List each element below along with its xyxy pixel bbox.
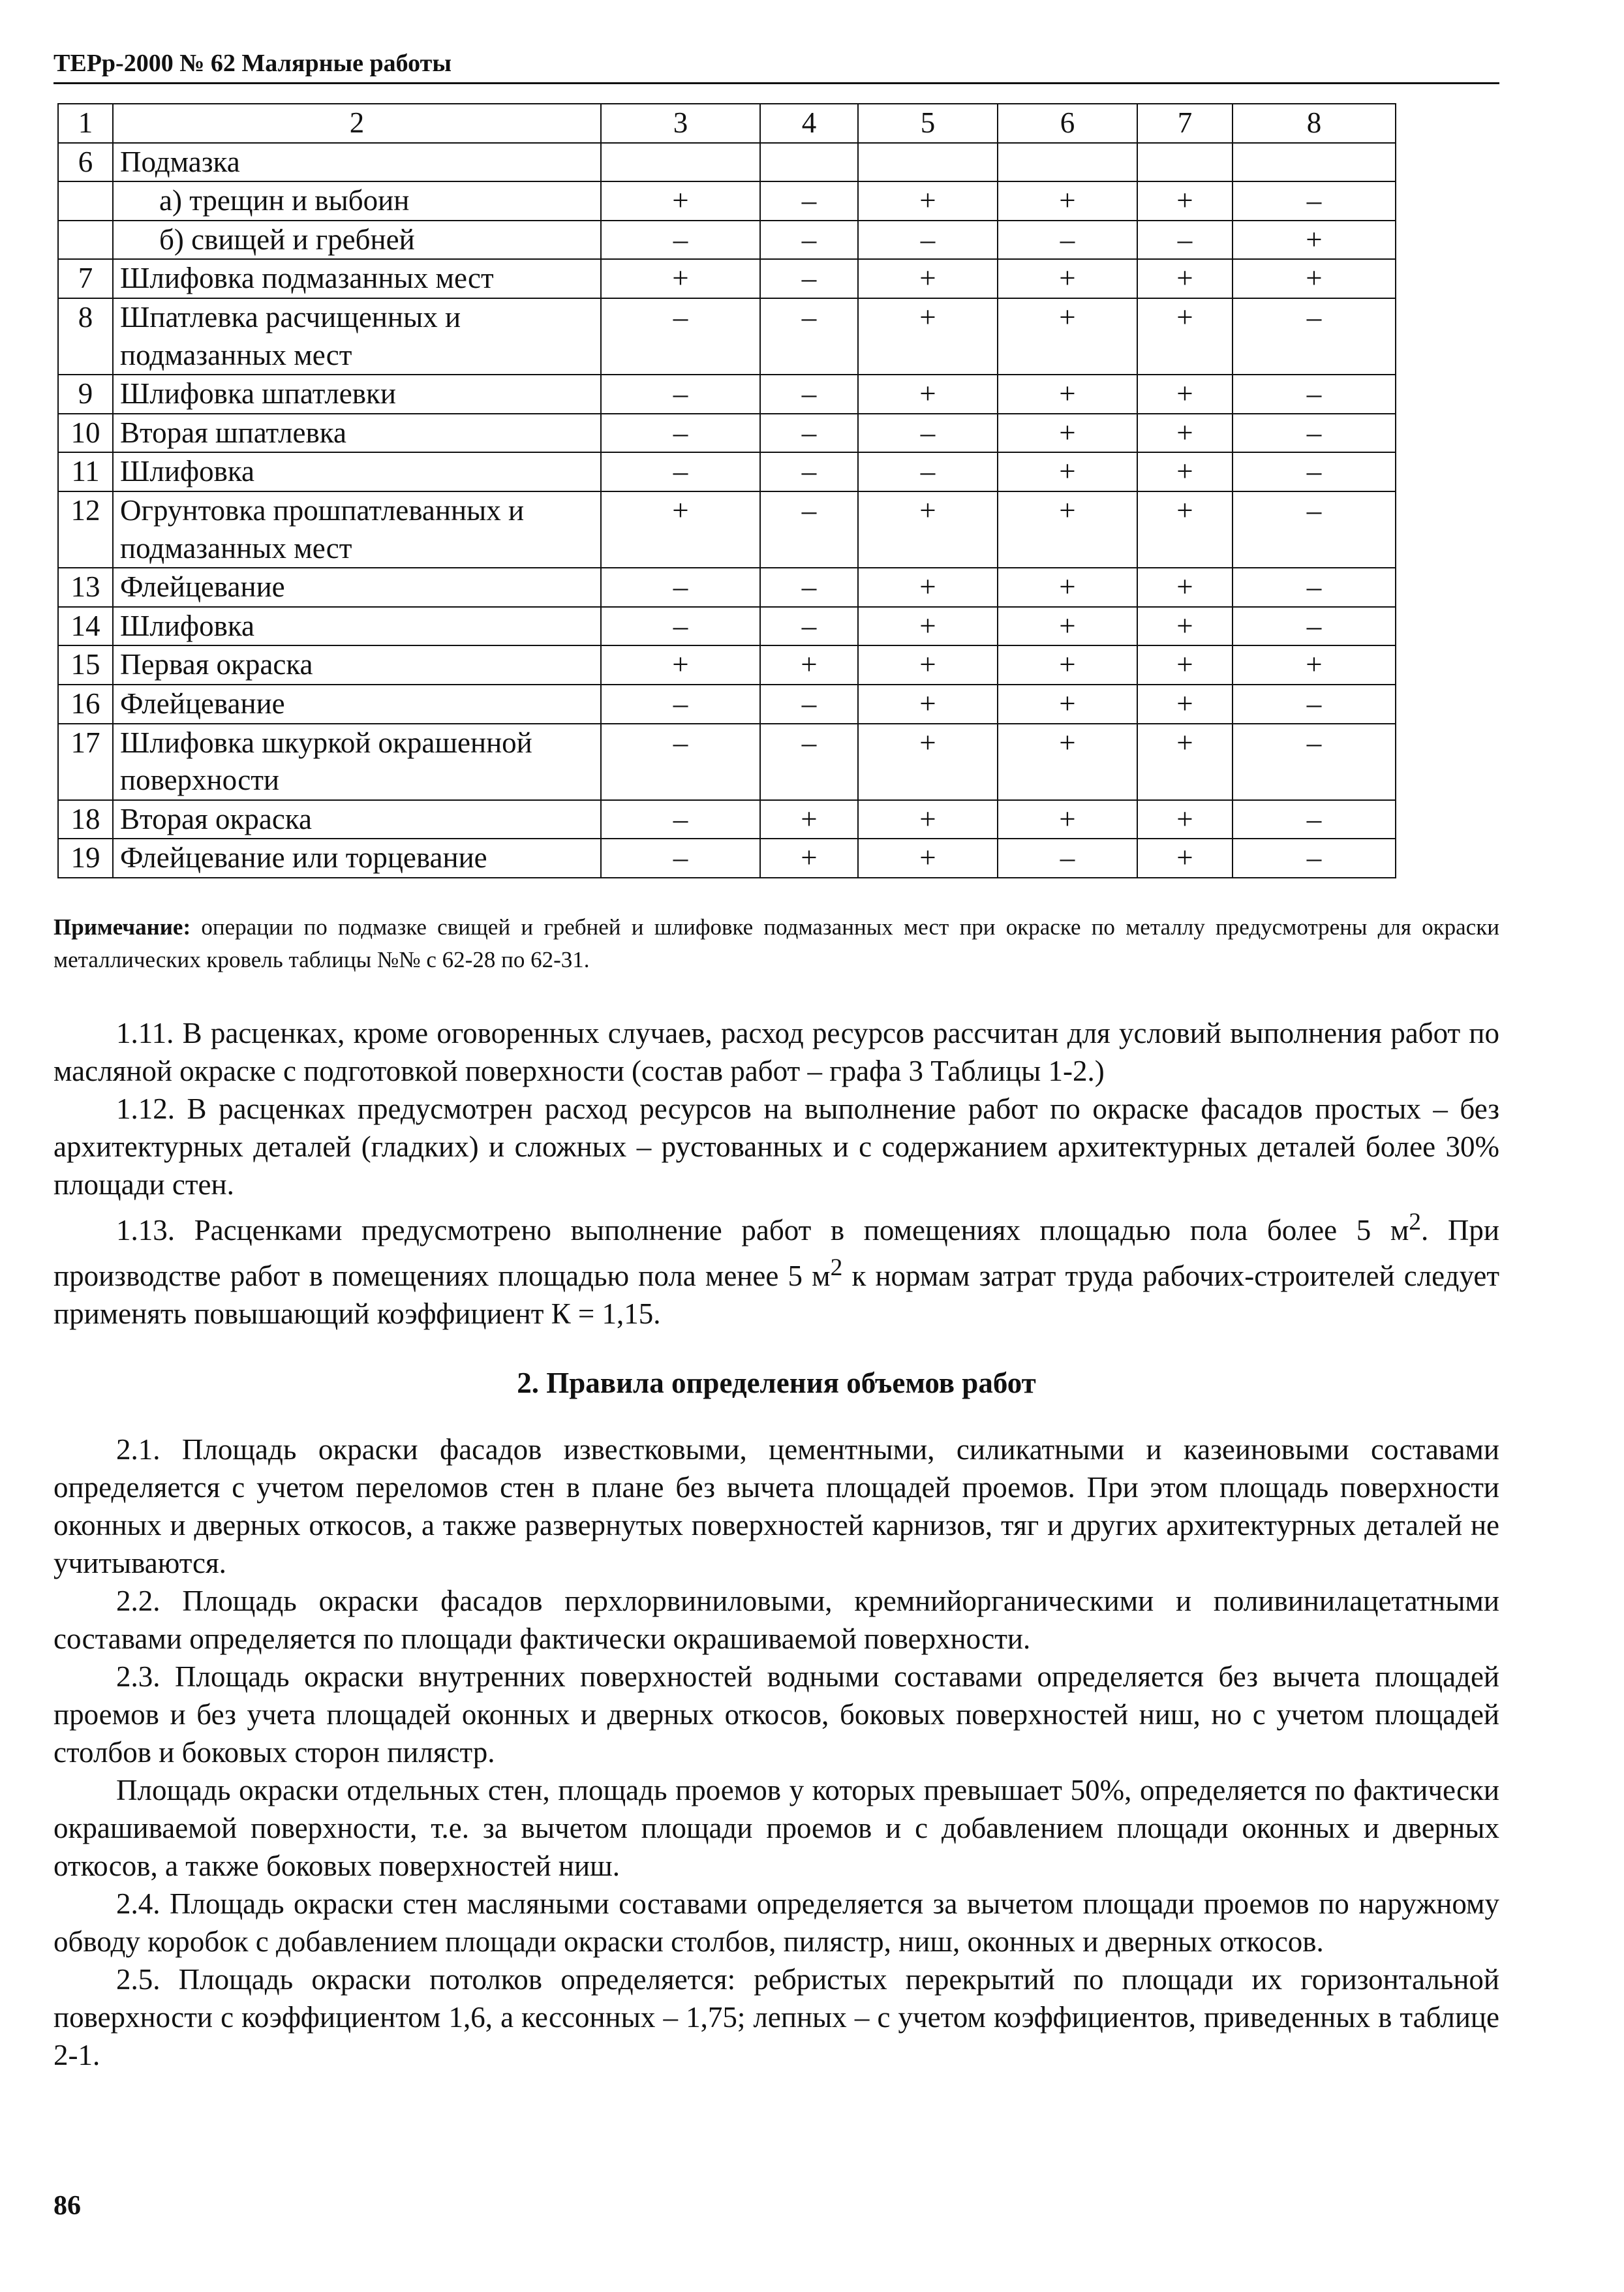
applicability-mark-cell: + (998, 724, 1137, 800)
applicability-mark-cell: + (760, 645, 858, 685)
applicability-mark-cell: + (998, 568, 1137, 607)
applicability-mark-cell: – (601, 685, 760, 724)
operation-name-cell: Вторая шпатлевка (113, 414, 601, 453)
table-row (58, 414, 1396, 453)
table-row (58, 452, 1396, 491)
applicability-mark-cell: – (601, 414, 760, 453)
applicability-mark-cell: + (998, 452, 1137, 491)
applicability-mark-cell (1137, 143, 1233, 182)
applicability-mark-cell: – (760, 452, 858, 491)
paragraphs-part1 (54, 1014, 1499, 1333)
applicability-mark-cell: – (601, 298, 760, 375)
paragraph: 2.1. Площадь окраски фасадов известковыми, цементными, силикатными и казеиновыми составами определяется с учетом переломов стен в плане без вычета площадей проемов. При этом площадь поверхности оконных и дверных откосов, а также развернутых поверхностей карнизов, тяг и других архитектурных деталей не учитываются. (54, 1433, 1499, 1579)
applicability-mark-cell: – (601, 221, 760, 260)
paragraph: 1.11. В расценках, кроме оговоренных случаев, расход ресурсов рассчитан для условий выполнения работ по масляной окраске с подготовкой поверхности (состав работ – графа 3 Таблицы 1-2.) (54, 1017, 1499, 1087)
applicability-mark-cell: + (1233, 645, 1396, 685)
operation-number-cell: 10 (58, 414, 113, 453)
applicability-mark-cell: + (858, 724, 998, 800)
operation-number-cell: 6 (58, 143, 113, 182)
applicability-mark-cell: + (1137, 375, 1233, 414)
operation-number-cell (58, 221, 113, 260)
applicability-mark-cell: – (601, 800, 760, 839)
applicability-mark-cell (858, 143, 998, 182)
note-text: операции по подмазке свищей и гребней и шлифовке подмазанных мест при окраске по металлу предусмотрены для окраски металлических кровель таблицы №№ с 62-28 по 62-31. (54, 914, 1499, 972)
applicability-mark-cell: – (760, 568, 858, 607)
table-header-row (58, 104, 1396, 143)
paragraph: 2.4. Площадь окраски стен масляными составами определяется за вычетом площади проемов по наружному обводу коробок с добавлением площади окраски столбов, пилястр, ниш, оконных и дверных откосов. (54, 1887, 1499, 1958)
applicability-mark-cell: – (601, 375, 760, 414)
paragraph: Площадь окраски отдельных стен, площадь проемов у которых превышает 50%, определяется по фактически окрашиваемой поверхности, т.е. за вычетом площади проемов и с добавлением площади оконных и дверных откосов, а также боковых поверхностей ниш. (54, 1774, 1499, 1882)
operation-name-cell: Вторая окраска (113, 800, 601, 839)
applicability-mark-cell: – (1233, 800, 1396, 839)
applicability-mark-cell: + (998, 181, 1137, 221)
applicability-mark-cell: + (998, 685, 1137, 724)
applicability-mark-cell: – (760, 685, 858, 724)
applicability-mark-cell: + (601, 491, 760, 568)
operation-name-cell: а) трещин и выбоин (113, 181, 601, 221)
operation-number-cell: 19 (58, 839, 113, 878)
applicability-mark-cell: – (760, 259, 858, 298)
operation-name-cell: Шлифовка (113, 452, 601, 491)
operation-name-cell: Флейцевание или торцевание (113, 839, 601, 878)
operation-name-cell: Шлифовка (113, 607, 601, 646)
operation-name-cell: б) свищей и гребней (113, 221, 601, 260)
applicability-mark-cell: + (858, 375, 998, 414)
column-number-cell: 6 (998, 104, 1137, 143)
applicability-mark-cell: – (760, 724, 858, 800)
table-row (58, 839, 1396, 878)
applicability-mark-cell: + (760, 839, 858, 878)
applicability-mark-cell (601, 143, 760, 182)
operation-name-cell: Шлифовка подмазанных мест (113, 259, 601, 298)
operation-number-cell: 16 (58, 685, 113, 724)
operations-table (57, 103, 1396, 878)
paragraph-1-13: 1.13. Расценками предусмотрено выполнение работ в помещениях площадью пола более 5 $м^2$. При производстве работ в помещениях площадью пола менее 5 $м^2$ к нормам затрат труда рабочих-строителей следует применять повышающий коэффициент К = 1,15. (54, 1209, 1499, 1330)
applicability-mark-cell: – (601, 839, 760, 878)
applicability-mark-cell: + (1137, 452, 1233, 491)
operation-name-cell: Первая окраска (113, 645, 601, 685)
applicability-mark-cell: – (858, 452, 998, 491)
applicability-mark-cell: – (601, 568, 760, 607)
applicability-mark-cell: + (858, 491, 998, 568)
applicability-mark-cell: + (858, 839, 998, 878)
applicability-mark-cell: – (858, 414, 998, 453)
applicability-mark-cell: + (1137, 724, 1233, 800)
column-number-cell: 8 (1233, 104, 1396, 143)
paragraph: 1.12. В расценках предусмотрен расход ресурсов на выполнение работ по окраске фасадов простых – без архитектурных деталей (гладких) и сложных – рустованных и с содержанием архитектурных деталей более 30% площади стен. (54, 1092, 1499, 1201)
table-row (58, 685, 1396, 724)
page-header-title: ТЕРр-2000 № 62 Малярные работы (54, 50, 452, 77)
table-row (58, 645, 1396, 685)
paragraph: 2.2. Площадь окраски фасадов перхлорвиниловыми, кремнийорганическими и поливинилацетатными составами определяется по площади фактически окрашиваемой поверхности. (54, 1585, 1499, 1655)
operation-number-cell: 9 (58, 375, 113, 414)
applicability-mark-cell: – (601, 607, 760, 646)
applicability-mark-cell: + (998, 414, 1137, 453)
applicability-mark-cell: – (1233, 724, 1396, 800)
paragraph: 2.3. Площадь окраски внутренних поверхностей водными составами определяется без вычета площадей проемов и без учета площадей оконных и дверных откосов, боковых поверхностей ниш, но с учетом площадей столбов и боковых сторон пилястр. (54, 1660, 1499, 1769)
applicability-mark-cell: – (760, 298, 858, 375)
applicability-mark-cell: + (1137, 685, 1233, 724)
applicability-mark-cell: + (1137, 568, 1233, 607)
table-row (58, 800, 1396, 839)
operation-number-cell (58, 181, 113, 221)
applicability-mark-cell: + (601, 645, 760, 685)
applicability-mark-cell: – (998, 839, 1137, 878)
applicability-mark-cell: + (1137, 259, 1233, 298)
applicability-mark-cell: + (1137, 491, 1233, 568)
applicability-mark-cell: + (858, 298, 998, 375)
operation-number-cell: 18 (58, 800, 113, 839)
operation-number-cell: 13 (58, 568, 113, 607)
applicability-mark-cell: – (760, 181, 858, 221)
applicability-mark-cell: – (1233, 839, 1396, 878)
table-row (58, 375, 1396, 414)
applicability-mark-cell: – (760, 491, 858, 568)
applicability-mark-cell: + (858, 800, 998, 839)
operation-name-cell: Подмазка (113, 143, 601, 182)
applicability-mark-cell: + (1233, 259, 1396, 298)
applicability-mark-cell: + (858, 259, 998, 298)
applicability-mark-cell: – (760, 221, 858, 260)
paragraph: 2.5. Площадь окраски потолков определяется: ребристых перекрытий по площади их горизонтальной поверхности с коэффициентом 1,6, а кессонных – 1,75; лепных – с учетом коэффициентов, приведенных в таблице 2-1. (54, 1963, 1499, 2071)
operation-number-cell: 7 (58, 259, 113, 298)
applicability-mark-cell: – (858, 221, 998, 260)
table-row (58, 491, 1396, 568)
column-number-cell: 7 (1137, 104, 1233, 143)
applicability-mark-cell: + (1137, 414, 1233, 453)
applicability-mark-cell: + (601, 259, 760, 298)
applicability-mark-cell: + (760, 800, 858, 839)
operation-number-cell: 8 (58, 298, 113, 375)
operation-name-cell: Флейцевание (113, 685, 601, 724)
applicability-mark-cell: + (998, 259, 1137, 298)
table-row (58, 221, 1396, 260)
applicability-mark-cell: + (998, 645, 1137, 685)
applicability-mark-cell: + (601, 181, 760, 221)
applicability-mark-cell: + (1137, 839, 1233, 878)
applicability-mark-cell: – (1233, 298, 1396, 375)
paragraphs-part2 (54, 1431, 1499, 2074)
applicability-mark-cell: + (1233, 221, 1396, 260)
table-row (58, 568, 1396, 607)
applicability-mark-cell: – (601, 452, 760, 491)
column-number-cell: 3 (601, 104, 760, 143)
operation-name-cell: Шлифовка шкуркой окрашенной поверхности (113, 724, 601, 800)
applicability-mark-cell: + (858, 607, 998, 646)
page-header (54, 47, 1499, 84)
applicability-mark-cell: + (998, 298, 1137, 375)
applicability-mark-cell: – (1233, 491, 1396, 568)
applicability-mark-cell: + (998, 800, 1137, 839)
table-row (58, 298, 1396, 375)
applicability-mark-cell: – (1137, 221, 1233, 260)
column-number-cell: 2 (113, 104, 601, 143)
table-row (58, 143, 1396, 182)
applicability-mark-cell: + (998, 607, 1137, 646)
applicability-mark-cell: + (858, 181, 998, 221)
applicability-mark-cell: – (1233, 414, 1396, 453)
applicability-mark-cell: – (1233, 452, 1396, 491)
applicability-mark-cell: – (760, 414, 858, 453)
applicability-mark-cell: + (1137, 607, 1233, 646)
operation-name-cell: Шпатлевка расчищенных и подмазанных мест (113, 298, 601, 375)
operation-number-cell: 17 (58, 724, 113, 800)
applicability-mark-cell: – (1233, 375, 1396, 414)
applicability-mark-cell: + (998, 375, 1137, 414)
applicability-mark-cell: – (760, 607, 858, 646)
column-number-cell: 1 (58, 104, 113, 143)
table-row (58, 181, 1396, 221)
applicability-mark-cell: + (858, 685, 998, 724)
table-row (58, 607, 1396, 646)
note-label: Примечание: (54, 914, 191, 940)
applicability-mark-cell: – (1233, 685, 1396, 724)
applicability-mark-cell: – (601, 724, 760, 800)
section-title: 2. Правила определения объемов работ (517, 1367, 1036, 1399)
applicability-mark-cell: + (858, 645, 998, 685)
applicability-mark-cell: – (760, 375, 858, 414)
page-number: 86 (54, 2191, 81, 2221)
operation-number-cell: 15 (58, 645, 113, 685)
column-number-cell: 5 (858, 104, 998, 143)
applicability-mark-cell: + (1137, 298, 1233, 375)
applicability-mark-cell: + (1137, 645, 1233, 685)
table-row (58, 259, 1396, 298)
applicability-mark-cell: + (998, 491, 1137, 568)
applicability-mark-cell: – (1233, 568, 1396, 607)
applicability-mark-cell (760, 143, 858, 182)
column-number-cell: 4 (760, 104, 858, 143)
operation-number-cell: 12 (58, 491, 113, 568)
table-note (54, 911, 1499, 976)
applicability-mark-cell: – (1233, 181, 1396, 221)
applicability-mark-cell (998, 143, 1137, 182)
applicability-mark-cell: – (998, 221, 1137, 260)
operation-name-cell: Шлифовка шпатлевки (113, 375, 601, 414)
applicability-mark-cell: – (1233, 607, 1396, 646)
table-row (58, 724, 1396, 800)
operation-number-cell: 14 (58, 607, 113, 646)
applicability-mark-cell: + (858, 568, 998, 607)
applicability-mark-cell (1233, 143, 1396, 182)
applicability-mark-cell: + (1137, 181, 1233, 221)
operation-number-cell: 11 (58, 452, 113, 491)
operation-name-cell: Флейцевание (113, 568, 601, 607)
operation-name-cell: Огрунтовка прошпатлеванных и подмазанных мест (113, 491, 601, 568)
applicability-mark-cell: + (1137, 800, 1233, 839)
